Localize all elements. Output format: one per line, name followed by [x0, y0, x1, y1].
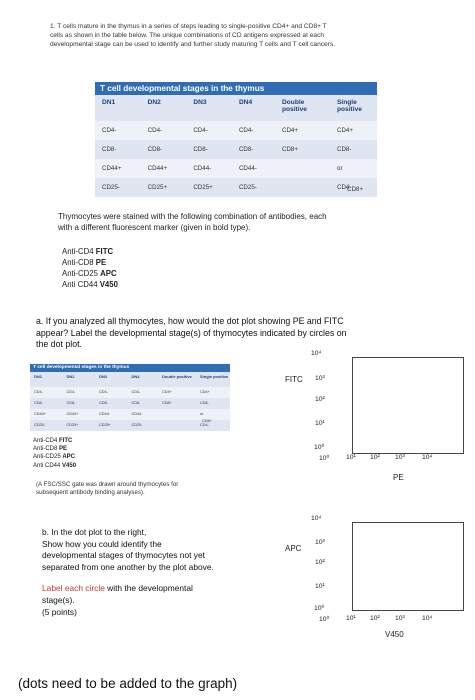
table-cell: CD44-	[186, 159, 232, 178]
table-title: T cell developmental stages in the thymus	[33, 365, 130, 370]
table-cell: CD25+	[95, 420, 127, 431]
bottom-note: (dots need to be added to the graph)	[18, 676, 238, 691]
table-cell	[275, 178, 330, 197]
staining-line: with a different fluorescent marker (given in bold type).	[58, 222, 251, 232]
antibody-name: Anti-CD25	[33, 454, 63, 461]
table-header: DN4	[127, 372, 158, 387]
dot-plot-apc-v450	[270, 512, 470, 642]
question-b	[42, 527, 262, 618]
table-cell: CD44-	[232, 159, 275, 178]
table-cell-extra: CD8+	[347, 186, 363, 193]
table-cell: CD4-	[30, 387, 62, 398]
table-cell: CD8-	[196, 398, 230, 409]
staining-description	[58, 212, 438, 233]
antibody-item	[62, 257, 118, 268]
question-b-line: developmental stages of thymocytes not yet	[42, 550, 205, 561]
table-cell: CD4-	[95, 387, 127, 398]
table-cell: or	[196, 409, 230, 420]
antibody-item	[33, 453, 76, 461]
table-header: Double positive	[275, 95, 330, 121]
question-b-instruction-rest: with the developmental	[104, 583, 193, 594]
y-tick: 10²	[315, 559, 325, 566]
antibody-list-small	[33, 437, 76, 470]
table-cell: CD4+	[275, 121, 330, 140]
table-cell: CD4-	[95, 121, 141, 140]
antibody-name: Anti-CD8	[33, 446, 60, 453]
table-cell: CD25+	[62, 420, 94, 431]
table-cell: CD8-	[30, 398, 62, 409]
table-header: DN3	[95, 372, 127, 387]
question-b-line: Show how you could identify the	[42, 538, 162, 549]
antibody-marker: PE	[59, 446, 68, 453]
table-cell: CD44+	[62, 409, 94, 420]
table-header: Single positive	[330, 95, 377, 121]
x-tick: 10³	[395, 454, 405, 461]
question-b-instruction	[42, 583, 262, 595]
x-tick: 10¹	[346, 454, 356, 461]
table-cell: CD8-	[62, 398, 94, 409]
gate-note-line: subsequent antibody binding analyses).	[36, 489, 145, 496]
antibody-marker: V450	[62, 462, 77, 469]
table-header: Double positive	[158, 372, 196, 387]
antibody-marker: PE	[95, 258, 107, 267]
y-tick: 10³	[315, 375, 325, 382]
antibody-marker: V450	[99, 280, 118, 289]
table-title: T cell developmental stages in the thymus	[100, 84, 265, 93]
table-cell: CD4+	[196, 387, 230, 398]
antibody-marker: FITC	[59, 438, 73, 444]
table-cell: CD44+	[30, 409, 62, 420]
dot-plot-fitc-pe	[270, 345, 470, 495]
y-tick: 10⁰	[314, 605, 325, 612]
antibody-name: Anti-CD4	[62, 247, 96, 256]
tcell-stage-table	[95, 82, 377, 197]
table-header: DN3	[186, 95, 232, 121]
antibody-marker: FITC	[95, 247, 114, 256]
plot-area[interactable]	[352, 522, 464, 611]
y-tick: 10¹	[315, 420, 325, 427]
table-cell: CD4-	[232, 121, 275, 140]
table-cell-extra: CD8+	[202, 419, 212, 423]
table-cell	[275, 159, 330, 178]
question-b-line: separated from one another by the plot above.	[42, 561, 214, 572]
antibody-marker: APC	[62, 454, 76, 461]
antibody-name: Anti-CD8	[62, 258, 96, 267]
table-cell: CD44+	[95, 159, 141, 178]
table-cell: CD8-	[141, 140, 187, 159]
tcell-stage-table-small	[30, 364, 230, 431]
y-tick: 10²	[315, 396, 325, 403]
question-b-points: (5 points)	[42, 606, 77, 617]
gate-note-line: (A FSC/SSC gate was drawn around thymocytes for	[36, 481, 179, 488]
table-cell: CD8+	[275, 140, 330, 159]
question-a-line: the dot plot.	[36, 339, 82, 349]
intro-line: developmental stage can be used to identify and further study maturing T cells and T cell cancers.	[50, 41, 336, 49]
antibody-item	[62, 279, 118, 290]
table-cell: CD4-	[62, 387, 94, 398]
table-cell: CD8-	[95, 398, 127, 409]
y-tick: 10⁴	[311, 515, 322, 522]
x-tick: 10⁰	[319, 616, 330, 623]
y-axis-label: APC	[285, 544, 302, 553]
table-header: DN2	[141, 95, 187, 121]
table-header: DN1	[95, 95, 141, 121]
table-cell: CD25+	[141, 178, 187, 197]
table-cell: CD4+	[158, 387, 196, 398]
y-tick: 10¹	[315, 583, 325, 590]
question-a-line: appear? Label the developmental stage(s) of thymocytes indicated by circles on	[36, 327, 347, 338]
table-cell: CD44-	[127, 409, 158, 420]
x-tick: 10¹	[346, 615, 356, 622]
x-axis-label: PE	[393, 473, 404, 482]
table-cell: CD8-	[127, 398, 158, 409]
x-tick: 10⁴	[422, 615, 433, 622]
antibody-item	[33, 445, 76, 453]
intro-paragraph	[50, 22, 465, 50]
table-cell: or	[330, 159, 377, 178]
table-header: DN1	[30, 372, 62, 387]
table-cell: CD25-	[95, 178, 141, 197]
x-tick: 10²	[370, 454, 380, 461]
table-cell	[158, 420, 196, 431]
x-tick: 10⁰	[319, 455, 330, 462]
x-axis-label: V450	[385, 630, 404, 639]
y-axis-label: FITC	[285, 375, 303, 384]
question-b-line: b. In the dot plot to the right,	[42, 527, 147, 537]
table-cell: CD4-	[127, 387, 158, 398]
antibody-marker: APC	[100, 269, 117, 278]
table-cell: CD8-	[95, 140, 141, 159]
antibody-item	[62, 246, 118, 257]
antibody-name: Anti-CD4	[33, 438, 60, 444]
question-b-red-text: Label each circle	[42, 583, 105, 594]
y-tick: 10⁴	[311, 350, 322, 357]
antibody-item	[62, 268, 118, 279]
table-cell: CD44+	[141, 159, 187, 178]
table-cell: CD4-	[186, 121, 232, 140]
plot-area[interactable]	[352, 357, 464, 454]
antibody-list	[62, 246, 118, 290]
table-header: Single positive	[196, 372, 230, 387]
gate-note	[36, 481, 226, 497]
table-header: DN4	[232, 95, 275, 121]
antibody-name: Anti CD44	[33, 462, 63, 469]
antibody-item	[33, 462, 76, 470]
antibody-item	[33, 437, 76, 445]
intro-line: cells as shown in the table below. The unique combinations of CD antigens expressed at each	[50, 32, 325, 40]
table-cell: CD4-	[330, 178, 377, 197]
intro-line: 1. T cells mature in the thymus in a series of steps leading to single-positive CD4+ and CD8+ T	[50, 23, 327, 30]
antibody-name: Anti CD44	[62, 280, 100, 289]
table-cell: CD4-	[141, 121, 187, 140]
y-tick: 10³	[315, 539, 325, 546]
x-tick: 10³	[395, 615, 405, 622]
table-cell: CD8-	[232, 140, 275, 159]
table-cell: CD8-	[186, 140, 232, 159]
table-cell: CD25-	[30, 420, 62, 431]
x-tick: 10⁴	[422, 454, 433, 461]
table-header: DN2	[62, 372, 94, 387]
table-cell	[158, 409, 196, 420]
antibody-name: Anti-CD25	[62, 269, 101, 278]
x-tick: 10²	[370, 615, 380, 622]
table-cell: CD25+	[186, 178, 232, 197]
y-tick: 10⁰	[314, 444, 325, 451]
table-cell: CD25-	[127, 420, 158, 431]
question-a-line: a. If you analyzed all thymocytes, how would the dot plot showing PE and FITC	[36, 316, 344, 326]
staining-line: Thymocytes were stained with the following combination of antibodies, each	[58, 212, 327, 221]
table-cell: CD8+	[158, 398, 196, 409]
table-cell: CD25-	[232, 178, 275, 197]
table-cell: CD4-	[196, 420, 230, 431]
table-cell: CD4+	[330, 121, 377, 140]
table-cell: CD8-	[330, 140, 377, 159]
question-b-line: stage(s).	[42, 594, 75, 605]
table-cell: CD44-	[95, 409, 127, 420]
